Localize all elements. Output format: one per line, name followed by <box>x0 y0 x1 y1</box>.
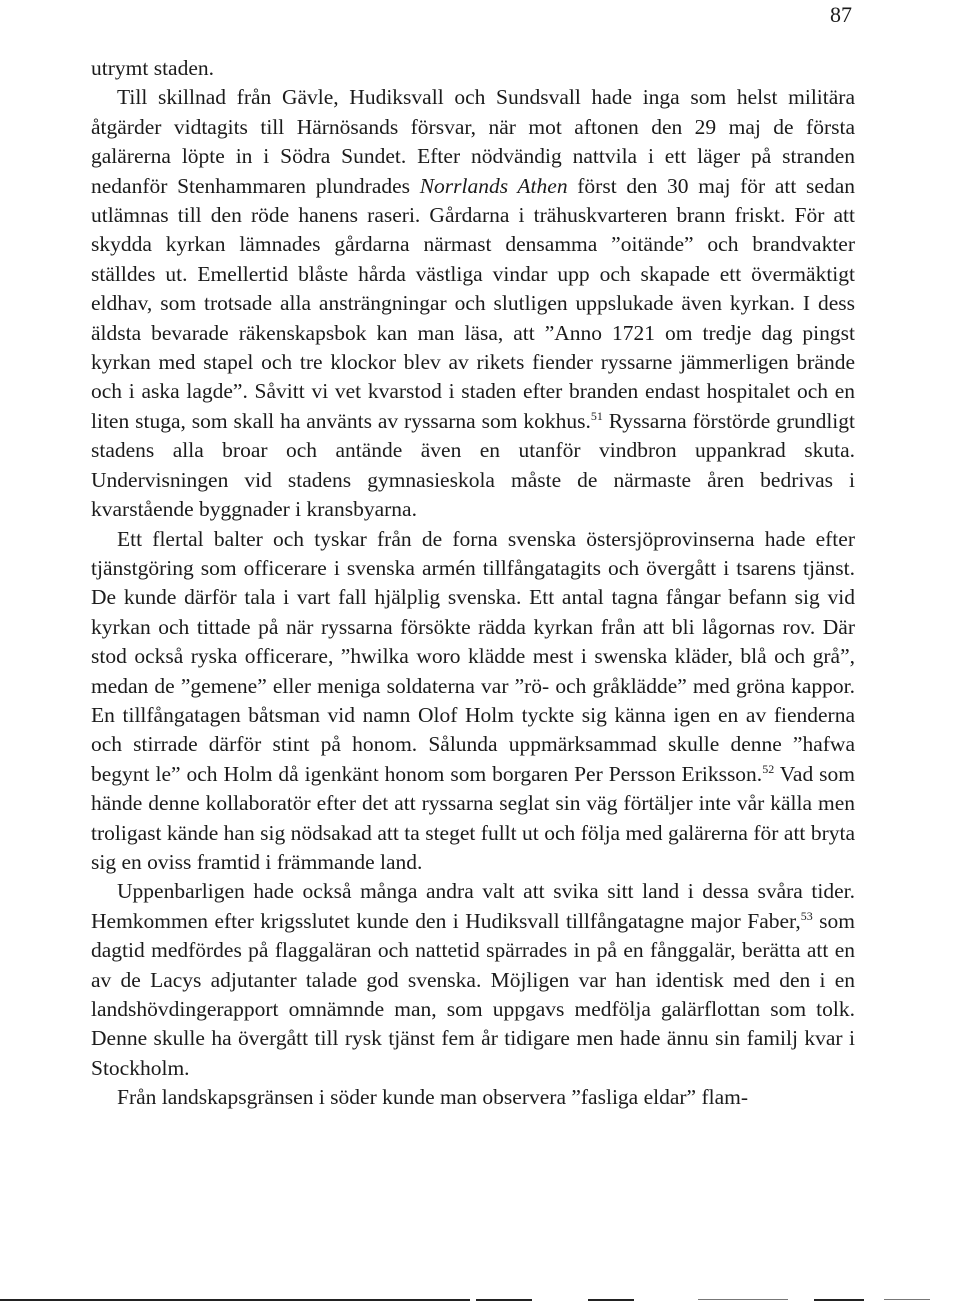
body-text <box>91 54 855 1113</box>
text-segment: Ryssarna förstörde grundligt stadens alla broar och antände även en utanför vindbron uppankrad skuta. Undervisningen vid stadens gymnasieskola måste de närmaste åren bedrivas i kvarstående byggnader i kransbyarna. <box>91 408 855 522</box>
footnote-marker: 51 <box>590 408 603 423</box>
text-segment: Vad som hände denne kollaboratör efter det att ryssarna seglat sin väg förtäljer inte vår källa men troligast kände han sig nödsakad att ta steget fullt ut och följa med galärerna för att bryta sig en oviss framtid i främmande land. <box>91 761 855 874</box>
text-segment: först den 30 maj för att sedan utlämnas till den röde hanens raseri. Gårdarna i trähuskvarteren brann friskt. För att skydda kyrkan lämnades gårdarna närmast densamma ”oitände” och brandvakter ställdes ut. Emellertid blåste hårda västliga vindar upp och skapade ett övermäktigt eldhav, som trotsade alla ansträngningar och slutligen uppslukade även kyrkan. I dess äldsta bevarade räkenskapsbok kan man läsa, att ”Anno 1721 om tredje dag pingst kyrkan med stapel och tre klockor blev av rikets fiender ryssarne jämmerligen brände och i aska lagde”. Såvitt vi vet kvarstod i staden efter branden endast hospitalet och en liten stuga, som skall ha använts av ryssarna som kokhus. <box>91 173 855 433</box>
rule-segment <box>476 1299 532 1301</box>
rule-segment <box>0 1299 470 1301</box>
paragraph <box>91 54 855 83</box>
paragraph <box>91 83 855 524</box>
rule-segment <box>814 1299 864 1301</box>
text-segment: Från landskapsgränsen i söder kunde man observera ”fasliga eldar” flam- <box>117 1085 749 1110</box>
text-segment: Till skillnad från Gävle, Hudiksvall och Sundsvall hade inga som helst militära åtgärder vidtagits till Härnösands försvar, när mot aftonen den 29 maj de första galärerna löpte in i Södra Sundet. Efter nödvändig nattvila i ett läger på stranden nedanför Stenhammaren plundrades <box>91 85 855 198</box>
paragraph <box>91 525 855 878</box>
text-segment: utrymt staden. <box>91 56 215 80</box>
rule-segment <box>698 1299 788 1300</box>
footnote-marker: 53 <box>800 908 813 923</box>
paragraph <box>91 1083 855 1112</box>
paragraph <box>91 877 855 1083</box>
rule-segment <box>588 1299 634 1301</box>
italic-text: Norrlands Athen <box>419 173 568 198</box>
text-segment: Ett flertal balter och tyskar från de forna svenska östersjöprovinserna hade efter tjänstgöring som officerare i svenska armén tillfångatagits och övergått i tsarens tjänst. De kunde därför tala i vart fall hjälplig svenska. Ett antal tagna fångar befann sig vid kyrkan och tittade på när ryssarna försökte rädda kyrkan från att bli lågornas rov. Där stod också ryska officerare, ”hwilka woro klädde mest i swenska kläder, blå och grå”, medan de ”gemene” eller meniga soldaterna var ”rö- och gråklädde” med gröna kappor. En tillfångatagen båtsman vid namn Olof Holm tyckte sig känna igen en av fienderna och stirrade därför stint på honom. Sålunda uppmärksammad skulle denne ”hafwa begynt le” och Holm då igenkänt honom som borgaren Per Persson Eriksson. <box>91 526 855 786</box>
text-segment: som dagtid medfördes på flaggaläran och nattetid spärrades in på en fånggalär, berätta att en av de Lacys adjutanter talade god svenska. Möjligen var han identisk med den i en landshövdingerapport omnämnde man, som uppgavs medfölja galärflottan som tolk. Denne skulle ha övergått till rysk tjänst fem år tidigare men hade ännu sin familj kvar i Stockholm. <box>91 908 856 1080</box>
page-number: 87 <box>830 2 852 27</box>
rule-segment <box>884 1299 930 1300</box>
footnote-marker: 52 <box>762 761 775 776</box>
text-segment: Uppenbarligen hade också många andra valt att svika sitt land i dessa svåra tider. Hemkommen efter krigsslutet kunde den i Hudiksvall tillfångatagne major Faber, <box>91 879 855 933</box>
